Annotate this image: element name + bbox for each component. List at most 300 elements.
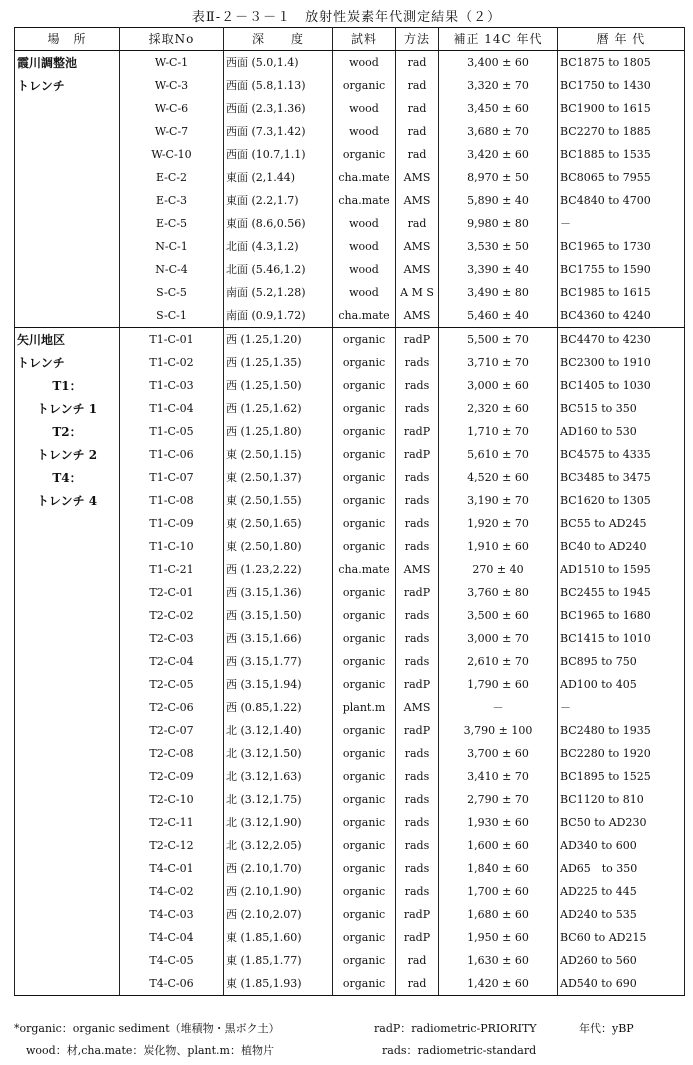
table-row xyxy=(15,74,685,97)
cell-method: rad xyxy=(396,212,439,235)
cell-method: rads xyxy=(396,397,439,420)
table-row xyxy=(15,719,685,742)
cell-sample-no: T1-C-05 xyxy=(120,420,224,443)
cell-material: organic xyxy=(333,328,396,352)
header-row xyxy=(15,28,685,51)
cell-sample-no: T1-C-04 xyxy=(120,397,224,420)
table-row xyxy=(15,742,685,765)
cell-calendar-age: BC1620 to 1305 xyxy=(558,489,685,512)
cell-place xyxy=(15,696,120,719)
cell-material: organic xyxy=(333,788,396,811)
cell-sample-no: T1-C-03 xyxy=(120,374,224,397)
cell-c14-age: 1,910 ± 60 xyxy=(439,535,558,558)
cell-depth: 西面 (10.7,1.1) xyxy=(224,143,333,166)
cell-place xyxy=(15,926,120,949)
cell-sample-no: N-C-1 xyxy=(120,235,224,258)
cell-c14-age: 8,970 ± 50 xyxy=(439,166,558,189)
cell-place: トレンチ xyxy=(15,74,120,97)
cell-place xyxy=(15,304,120,328)
cell-sample-no: T2-C-01 xyxy=(120,581,224,604)
table-row xyxy=(15,926,685,949)
cell-c14-age: 3,320 ± 70 xyxy=(439,74,558,97)
cell-calendar-age: BC1900 to 1615 xyxy=(558,97,685,120)
table-row xyxy=(15,627,685,650)
cell-method: rads xyxy=(396,765,439,788)
cell-c14-age: 3,000 ± 70 xyxy=(439,627,558,650)
table-row xyxy=(15,189,685,212)
cell-sample-no: W-C-7 xyxy=(120,120,224,143)
cell-c14-age: － xyxy=(439,696,558,719)
cell-method: rads xyxy=(396,627,439,650)
cell-c14-age: 1,420 ± 60 xyxy=(439,972,558,996)
cell-calendar-age: BC4470 to 4230 xyxy=(558,328,685,352)
cell-depth: 東面 (8.6,0.56) xyxy=(224,212,333,235)
cell-method: radP xyxy=(396,420,439,443)
table-row xyxy=(15,512,685,535)
table-row xyxy=(15,143,685,166)
cell-material: organic xyxy=(333,443,396,466)
cell-place xyxy=(15,765,120,788)
table-row xyxy=(15,420,685,443)
cell-c14-age: 3,420 ± 60 xyxy=(439,143,558,166)
cell-method: rads xyxy=(396,466,439,489)
table-row xyxy=(15,166,685,189)
cell-c14-age: 3,490 ± 80 xyxy=(439,281,558,304)
cell-depth: 西 (1.23,2.22) xyxy=(224,558,333,581)
table-row xyxy=(15,304,685,328)
cell-calendar-age: BC2455 to 1945 xyxy=(558,581,685,604)
cell-method: rad xyxy=(396,143,439,166)
cell-material: organic xyxy=(333,811,396,834)
cell-place xyxy=(15,811,120,834)
cell-place xyxy=(15,512,120,535)
cell-place xyxy=(15,650,120,673)
cell-place xyxy=(15,788,120,811)
cell-sample-no: S-C-1 xyxy=(120,304,224,328)
cell-method: rads xyxy=(396,857,439,880)
cell-c14-age: 3,410 ± 70 xyxy=(439,765,558,788)
cell-place xyxy=(15,719,120,742)
cell-depth: 西 (1.25,1.20) xyxy=(224,328,333,352)
cell-calendar-age: AD100 to 405 xyxy=(558,673,685,696)
cell-sample-no: T2-C-05 xyxy=(120,673,224,696)
cell-sample-no: T2-C-04 xyxy=(120,650,224,673)
cell-method: rads xyxy=(396,742,439,765)
cell-method: radP xyxy=(396,903,439,926)
cell-method: rad xyxy=(396,74,439,97)
cell-material: organic xyxy=(333,512,396,535)
cell-depth: 西 (1.25,1.80) xyxy=(224,420,333,443)
table-row xyxy=(15,581,685,604)
cell-calendar-age: BC50 to AD230 xyxy=(558,811,685,834)
cell-place xyxy=(15,581,120,604)
cell-calendar-age: BC1895 to 1525 xyxy=(558,765,685,788)
header-material: 試料 xyxy=(333,28,396,51)
cell-sample-no: E-C-2 xyxy=(120,166,224,189)
cell-c14-age: 3,450 ± 60 xyxy=(439,97,558,120)
cell-calendar-age: AD260 to 560 xyxy=(558,949,685,972)
cell-depth: 北 (3.12,1.75) xyxy=(224,788,333,811)
cell-c14-age: 3,530 ± 50 xyxy=(439,235,558,258)
cell-material: organic xyxy=(333,466,396,489)
cell-depth: 西面 (5.8,1.13) xyxy=(224,74,333,97)
table-title: 表Ⅱ-２－３－１ 放射性炭素年代測定結果（２） xyxy=(191,10,502,25)
cell-sample-no: T2-C-12 xyxy=(120,834,224,857)
cell-c14-age: 3,680 ± 70 xyxy=(439,120,558,143)
cell-c14-age: 2,790 ± 70 xyxy=(439,788,558,811)
table-row xyxy=(15,788,685,811)
cell-c14-age: 3,700 ± 60 xyxy=(439,742,558,765)
footnote-line-1 xyxy=(14,1018,684,1040)
cell-sample-no: T2-C-08 xyxy=(120,742,224,765)
cell-place xyxy=(15,189,120,212)
cell-c14-age: 1,700 ± 60 xyxy=(439,880,558,903)
cell-material: organic xyxy=(333,489,396,512)
footnotes xyxy=(14,1018,684,1062)
cell-sample-no: T1-C-10 xyxy=(120,535,224,558)
cell-place: T4： xyxy=(15,466,120,489)
table-row xyxy=(15,212,685,235)
cell-calendar-age: AD160 to 530 xyxy=(558,420,685,443)
cell-place xyxy=(15,742,120,765)
table-row xyxy=(15,535,685,558)
cell-depth: 西 (3.15,1.36) xyxy=(224,581,333,604)
cell-calendar-age: BC515 to 350 xyxy=(558,397,685,420)
cell-calendar-age: BC40 to AD240 xyxy=(558,535,685,558)
note-organic: *organic：organic sediment（堆積物・黒ボク土） xyxy=(14,1022,280,1035)
cell-material: organic xyxy=(333,74,396,97)
cell-method: rad xyxy=(396,120,439,143)
cell-method: radP xyxy=(396,719,439,742)
cell-c14-age: 1,840 ± 60 xyxy=(439,857,558,880)
cell-c14-age: 3,760 ± 80 xyxy=(439,581,558,604)
cell-material: cha.mate xyxy=(333,189,396,212)
cell-place: トレンチ 1 xyxy=(15,397,120,420)
cell-place: T1： xyxy=(15,374,120,397)
cell-c14-age: 5,460 ± 40 xyxy=(439,304,558,328)
cell-depth: 東 (2.50,1.80) xyxy=(224,535,333,558)
cell-sample-no: T1-C-02 xyxy=(120,351,224,374)
cell-place xyxy=(15,880,120,903)
table-row xyxy=(15,857,685,880)
cell-depth: 北 (3.12,1.50) xyxy=(224,742,333,765)
cell-method: AMS xyxy=(396,258,439,281)
cell-depth: 西 (1.25,1.62) xyxy=(224,397,333,420)
cell-method: AMS xyxy=(396,558,439,581)
cell-depth: 東 (2.50,1.55) xyxy=(224,489,333,512)
cell-depth: 北 (3.12,2.05) xyxy=(224,834,333,857)
radiocarbon-results-table xyxy=(14,27,685,996)
cell-calendar-age: BC60 to AD215 xyxy=(558,926,685,949)
cell-calendar-age: BC3485 to 3475 xyxy=(558,466,685,489)
cell-material: organic xyxy=(333,627,396,650)
cell-sample-no: T2-C-02 xyxy=(120,604,224,627)
cell-calendar-age: BC1405 to 1030 xyxy=(558,374,685,397)
cell-depth: 西 (2.10,1.70) xyxy=(224,857,333,880)
cell-sample-no: T4-C-05 xyxy=(120,949,224,972)
cell-method: rads xyxy=(396,374,439,397)
header-place: 場 所 xyxy=(15,28,120,51)
note-age-unit: 年代：yBP xyxy=(579,1022,634,1035)
cell-place xyxy=(15,535,120,558)
cell-depth: 西 (1.25,1.35) xyxy=(224,351,333,374)
cell-material: wood xyxy=(333,51,396,75)
cell-c14-age: 1,680 ± 60 xyxy=(439,903,558,926)
cell-material: organic xyxy=(333,650,396,673)
cell-calendar-age: BC1120 to 810 xyxy=(558,788,685,811)
cell-sample-no: T4-C-03 xyxy=(120,903,224,926)
cell-sample-no: W-C-6 xyxy=(120,97,224,120)
cell-sample-no: T2-C-09 xyxy=(120,765,224,788)
cell-sample-no: W-C-1 xyxy=(120,51,224,75)
cell-calendar-age: AD340 to 600 xyxy=(558,834,685,857)
cell-depth: 南面 (0.9,1.72) xyxy=(224,304,333,328)
cell-method: rads xyxy=(396,834,439,857)
cell-c14-age: 3,710 ± 70 xyxy=(439,351,558,374)
cell-method: AMS xyxy=(396,304,439,328)
cell-material: organic xyxy=(333,719,396,742)
cell-c14-age: 4,520 ± 60 xyxy=(439,466,558,489)
cell-material: organic xyxy=(333,903,396,926)
cell-sample-no: T1-C-06 xyxy=(120,443,224,466)
table-row xyxy=(15,443,685,466)
cell-method: rads xyxy=(396,512,439,535)
cell-c14-age: 3,190 ± 70 xyxy=(439,489,558,512)
cell-depth: 西面 (2.3,1.36) xyxy=(224,97,333,120)
cell-method: rads xyxy=(396,351,439,374)
cell-sample-no: T1-C-08 xyxy=(120,489,224,512)
cell-sample-no: T1-C-01 xyxy=(120,328,224,352)
cell-material: organic xyxy=(333,742,396,765)
cell-calendar-age: BC4840 to 4700 xyxy=(558,189,685,212)
cell-sample-no: T1-C-07 xyxy=(120,466,224,489)
cell-material: wood xyxy=(333,258,396,281)
cell-material: cha.mate xyxy=(333,166,396,189)
cell-c14-age: 3,400 ± 60 xyxy=(439,51,558,75)
cell-sample-no: T4-C-02 xyxy=(120,880,224,903)
cell-place xyxy=(15,949,120,972)
cell-calendar-age: AD240 to 535 xyxy=(558,903,685,926)
cell-material: wood xyxy=(333,97,396,120)
cell-place xyxy=(15,604,120,627)
cell-depth: 東 (1.85,1.77) xyxy=(224,949,333,972)
cell-calendar-age: BC55 to AD245 xyxy=(558,512,685,535)
cell-calendar-age: AD540 to 690 xyxy=(558,972,685,996)
cell-depth: 西面 (7.3,1.42) xyxy=(224,120,333,143)
cell-sample-no: T2-C-11 xyxy=(120,811,224,834)
table-row xyxy=(15,673,685,696)
cell-c14-age: 270 ± 40 xyxy=(439,558,558,581)
cell-depth: 北面 (5.46,1.2) xyxy=(224,258,333,281)
table-row xyxy=(15,351,685,374)
cell-sample-no: T2-C-06 xyxy=(120,696,224,719)
cell-sample-no: T1-C-21 xyxy=(120,558,224,581)
cell-depth: 東 (1.85,1.60) xyxy=(224,926,333,949)
cell-sample-no: W-C-10 xyxy=(120,143,224,166)
cell-material: organic xyxy=(333,972,396,996)
table-row xyxy=(15,374,685,397)
cell-sample-no: T2-C-10 xyxy=(120,788,224,811)
cell-calendar-age: BC1415 to 1010 xyxy=(558,627,685,650)
table-row xyxy=(15,604,685,627)
cell-material: organic xyxy=(333,374,396,397)
table-row xyxy=(15,972,685,996)
table-body xyxy=(15,51,685,996)
cell-material: wood xyxy=(333,281,396,304)
table-row xyxy=(15,650,685,673)
cell-sample-no: S-C-5 xyxy=(120,281,224,304)
cell-material: wood xyxy=(333,120,396,143)
cell-method: rads xyxy=(396,535,439,558)
cell-calendar-age: BC2480 to 1935 xyxy=(558,719,685,742)
cell-method: rad xyxy=(396,949,439,972)
cell-place: 霞川調整池 xyxy=(15,51,120,75)
cell-method: AMS xyxy=(396,235,439,258)
cell-sample-no: E-C-3 xyxy=(120,189,224,212)
cell-place: トレンチ 2 xyxy=(15,443,120,466)
cell-c14-age: 9,980 ± 80 xyxy=(439,212,558,235)
cell-depth: 東 (1.85,1.93) xyxy=(224,972,333,996)
cell-material: wood xyxy=(333,235,396,258)
cell-calendar-age: BC1965 to 1680 xyxy=(558,604,685,627)
cell-calendar-age: BC2300 to 1910 xyxy=(558,351,685,374)
cell-place xyxy=(15,558,120,581)
cell-method: radP xyxy=(396,673,439,696)
cell-material: organic xyxy=(333,765,396,788)
cell-calendar-age: BC1755 to 1590 xyxy=(558,258,685,281)
cell-calendar-age: BC2280 to 1920 xyxy=(558,742,685,765)
cell-material: organic xyxy=(333,834,396,857)
cell-place: トレンチ 4 xyxy=(15,489,120,512)
cell-method: AMS xyxy=(396,166,439,189)
cell-material: organic xyxy=(333,949,396,972)
cell-material: cha.mate xyxy=(333,558,396,581)
cell-depth: 西面 (5.0,1.4) xyxy=(224,51,333,75)
cell-material: cha.mate xyxy=(333,304,396,328)
cell-method: radP xyxy=(396,926,439,949)
cell-c14-age: 1,630 ± 60 xyxy=(439,949,558,972)
cell-place xyxy=(15,673,120,696)
cell-place xyxy=(15,235,120,258)
cell-depth: 北面 (4.3,1.2) xyxy=(224,235,333,258)
table-row xyxy=(15,765,685,788)
cell-calendar-age: BC1985 to 1615 xyxy=(558,281,685,304)
header-c14-age: 補正 14C 年代 xyxy=(439,28,558,51)
cell-c14-age: 1,710 ± 70 xyxy=(439,420,558,443)
cell-place xyxy=(15,143,120,166)
cell-place xyxy=(15,627,120,650)
cell-calendar-age: BC8065 to 7955 xyxy=(558,166,685,189)
cell-material: organic xyxy=(333,673,396,696)
table-row xyxy=(15,97,685,120)
cell-sample-no: T1-C-09 xyxy=(120,512,224,535)
header-depth: 深 度 xyxy=(224,28,333,51)
cell-place xyxy=(15,166,120,189)
cell-method: rads xyxy=(396,811,439,834)
cell-place xyxy=(15,903,120,926)
note-radp: radP：radiometric-PRIORITY xyxy=(374,1022,537,1035)
cell-depth: 西 (3.15,1.66) xyxy=(224,627,333,650)
cell-method: rads xyxy=(396,489,439,512)
cell-depth: 東 (2.50,1.15) xyxy=(224,443,333,466)
cell-depth: 北 (3.12,1.90) xyxy=(224,811,333,834)
cell-method: A M S xyxy=(396,281,439,304)
cell-depth: 東面 (2,1.44) xyxy=(224,166,333,189)
table-row xyxy=(15,51,685,75)
cell-depth: 北 (3.12,1.63) xyxy=(224,765,333,788)
cell-calendar-age: AD1510 to 1595 xyxy=(558,558,685,581)
cell-sample-no: N-C-4 xyxy=(120,258,224,281)
header-sample-no: 採取No xyxy=(120,28,224,51)
cell-material: organic xyxy=(333,397,396,420)
cell-place xyxy=(15,972,120,996)
cell-calendar-age: BC1750 to 1430 xyxy=(558,74,685,97)
cell-c14-age: 5,500 ± 70 xyxy=(439,328,558,352)
cell-depth: 東 (2.50,1.65) xyxy=(224,512,333,535)
cell-method: rads xyxy=(396,650,439,673)
cell-material: organic xyxy=(333,604,396,627)
cell-material: organic xyxy=(333,926,396,949)
cell-material: plant.m xyxy=(333,696,396,719)
cell-place xyxy=(15,258,120,281)
cell-material: wood xyxy=(333,212,396,235)
cell-material: organic xyxy=(333,857,396,880)
cell-c14-age: 2,610 ± 70 xyxy=(439,650,558,673)
footnote-line-2 xyxy=(14,1040,684,1062)
cell-calendar-age: BC1885 to 1535 xyxy=(558,143,685,166)
cell-sample-no: E-C-5 xyxy=(120,212,224,235)
cell-c14-age: 3,390 ± 40 xyxy=(439,258,558,281)
cell-place xyxy=(15,281,120,304)
note-rads: rads：radiometric-standard xyxy=(382,1044,537,1057)
cell-method: radP xyxy=(396,443,439,466)
cell-sample-no: T4-C-01 xyxy=(120,857,224,880)
cell-sample-no: T4-C-06 xyxy=(120,972,224,996)
cell-calendar-age: AD225 to 445 xyxy=(558,880,685,903)
cell-depth: 北 (3.12,1.40) xyxy=(224,719,333,742)
table-row xyxy=(15,558,685,581)
cell-calendar-age: AD65 to 350 xyxy=(558,857,685,880)
cell-place: トレンチ xyxy=(15,351,120,374)
cell-c14-age: 3,790 ± 100 xyxy=(439,719,558,742)
cell-c14-age: 1,950 ± 60 xyxy=(439,926,558,949)
table-row xyxy=(15,397,685,420)
cell-c14-age: 5,610 ± 70 xyxy=(439,443,558,466)
cell-method: rads xyxy=(396,788,439,811)
cell-place: T2： xyxy=(15,420,120,443)
table-row xyxy=(15,120,685,143)
table-row xyxy=(15,949,685,972)
cell-calendar-age: － xyxy=(558,696,685,719)
table-row xyxy=(15,235,685,258)
header-calendar-age: 暦 年 代 xyxy=(558,28,685,51)
cell-calendar-age: BC1875 to 1805 xyxy=(558,51,685,75)
cell-method: radP xyxy=(396,581,439,604)
cell-c14-age: 3,000 ± 60 xyxy=(439,374,558,397)
cell-material: organic xyxy=(333,420,396,443)
note-materials: wood：材,cha.mate：炭化物、plant.m：植物片 xyxy=(26,1044,274,1057)
cell-material: organic xyxy=(333,535,396,558)
table-row xyxy=(15,880,685,903)
cell-method: rad xyxy=(396,51,439,75)
cell-calendar-age: － xyxy=(558,212,685,235)
cell-depth: 西 (3.15,1.50) xyxy=(224,604,333,627)
table-row xyxy=(15,466,685,489)
cell-depth: 西 (2.10,2.07) xyxy=(224,903,333,926)
cell-c14-age: 1,920 ± 70 xyxy=(439,512,558,535)
cell-c14-age: 3,500 ± 60 xyxy=(439,604,558,627)
cell-material: organic xyxy=(333,880,396,903)
